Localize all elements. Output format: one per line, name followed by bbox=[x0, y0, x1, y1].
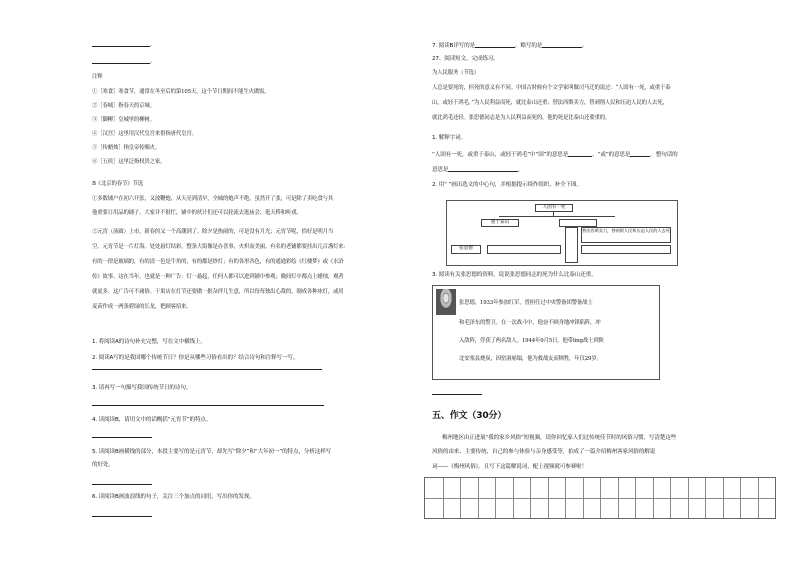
note-item: ①［寒食］寒食节，通常在冬至后的第105天，这个节日期间不能生火做饭。 bbox=[92, 89, 270, 95]
note-item: ③［御柳］皇城里的柳树。 bbox=[92, 117, 155, 123]
diagram-mid-box bbox=[559, 219, 597, 227]
diagram-bottom-left-box: 张思德 bbox=[451, 245, 481, 254]
question-5-cont: 的好处。 bbox=[92, 462, 114, 468]
reading-b-line: 传》故事。这在当年，也就是一种广告：灯一悬起，任何人都可以进到铺中参观；晚间灯中都点上蜡烛，观者 bbox=[92, 274, 344, 280]
diagram-top-box: 人固有一死 bbox=[535, 204, 573, 212]
essay-writing-grid[interactable] bbox=[424, 477, 776, 519]
grid-row-divider bbox=[425, 498, 775, 499]
essay-prompt-line: 风俗的由来、主要传统、自己的参与体验与亲身感受等，拍成了一篇介绍梅州客家风俗的解说 bbox=[432, 449, 656, 455]
question-4: 4. 读阅读B，请用文中的话概括“元宵节”的特点。 bbox=[92, 417, 212, 423]
article-line: 就比鸿毛还轻。张思德同志是为人民利益而死的，他的死是比泰山还要重的。 bbox=[432, 115, 611, 121]
reading-b-line: 空。元宵节是一片灯海。处处悬灯结彩，整条大街像是办喜事，火炽而美丽。有名的老铺都要挂出几百盏灯来： bbox=[92, 244, 349, 250]
reading-b-line: ①多数铺户在初六开张，又放鞭炮，从天亮到清早，全城的炮声不绝。虽然开了张，可是除了卖吃食与其 bbox=[92, 196, 334, 202]
diagram-bottom-mid-box bbox=[487, 245, 561, 254]
answer-line bbox=[432, 394, 482, 395]
reading-b-line: ②元宵（汤圆）上市，新春的又一个高潮到了。除夕是热闹的，可是没有月光；元宵节呢，恰好是明月当 bbox=[92, 229, 334, 235]
diagram-center-box: 替法西斯卖力，替剥削人民和压迫人民的人去死 bbox=[581, 227, 671, 243]
note-item: ⑥［五侯］这里泛指权贵之家。 bbox=[92, 159, 166, 165]
note-item: ②［春城］指春天的京城。 bbox=[92, 103, 155, 109]
sub-question-2: 2. 用“ ”画出选文的中心句，并根据提示续作组织，补全下图。 bbox=[432, 182, 582, 188]
sub-question-1-line2: 意思是 。 bbox=[432, 167, 524, 173]
article-line: 人总是要死的，但死的意义有不同。中国古时候有个文学家叫做司马迁的说过：“人固有一死，或重于泰 bbox=[432, 85, 671, 91]
note-item: ④［汉宫］这里用汉代皇宫来借指唐代皇宫。 bbox=[92, 131, 197, 137]
essay-prompt-line: 词——《梅州风俗》。且写下这篇解说词，配上视频就可参赛啦！ bbox=[432, 464, 588, 470]
structure-diagram bbox=[446, 200, 678, 266]
article-title: 为人民服务（节选） bbox=[432, 70, 480, 76]
reading-b-line: 就更多。这广告可不庸俗。干果店在灯节还要做一批杂拌儿生意，所以每每独出心裁的，制成各种冰灯，或用 bbox=[92, 289, 344, 295]
question-1: 1. 将阅读A的诗句补充完整，写在文中横线上。 bbox=[92, 339, 206, 345]
notes-title: 注释 bbox=[92, 74, 103, 80]
answer-line bbox=[92, 484, 152, 485]
sub-question-1: 1. 解释字词。 bbox=[432, 135, 466, 141]
note-item: ⑤［传蜡烛］指皇帝传赐火。 bbox=[92, 145, 161, 151]
answer-line bbox=[92, 405, 324, 406]
question-6: 6. 读阅读B画波浪线的句子，关注三个加点的词语，写出你的发现。 bbox=[92, 494, 255, 500]
diagram-bottom-right-box bbox=[581, 245, 671, 254]
diagram-connector bbox=[499, 216, 615, 217]
bio-line: 入敌阵，俘获了两名敌人。1944年9月5日，他带ling战士到陕 bbox=[459, 338, 604, 344]
essay-prompt-line: 梅州地区由正进展“我的家乡风俗”短视频，请你回忆家人们过传统佳节时的风俗习惯，写清楚这些 bbox=[442, 435, 677, 441]
question-5: 5. 读阅读B画横线的部分，本段主要写的是元宵节，却先写“除夕”和“大年初一”的特点，分析这样写 bbox=[92, 449, 332, 455]
question-3: 3. 请再写一句描写我国传统节日的诗句。 bbox=[92, 385, 192, 391]
biography-box bbox=[432, 285, 660, 380]
diagram-vertical-box bbox=[565, 227, 578, 263]
answer-line bbox=[92, 369, 322, 370]
answer-line bbox=[92, 516, 152, 517]
sub-question-3: 3. 阅读有关张思德的资料，说说张思德同志的死为什么比泰山还重。 bbox=[432, 272, 597, 278]
answer-line-2: 。 bbox=[92, 57, 155, 66]
sub-question-1-line1: “人固有一死，或重于泰山，或轻于鸿毛”中“固”的意思是 ，“或”的意思是 。整句话的 bbox=[432, 152, 678, 158]
reading-b-line: 麦苗作成一两条碧绿的长龙，把顾客招来。 bbox=[92, 304, 192, 310]
answer-line-1: 。 bbox=[92, 40, 155, 49]
diagram-left-box: 重于泰山 bbox=[481, 219, 519, 227]
reading-b-line: 他重要日用品的铺子，大家并不很忙，铺中的伙计们还可以轮流去逛庙会、逛天桥和听戏。 bbox=[92, 210, 302, 216]
section-title-composition: 五、作文（30分） bbox=[432, 411, 507, 421]
question-7: 7. 阅读B详写的是 ，略写的是 。 bbox=[432, 43, 588, 49]
portrait-photo bbox=[436, 289, 456, 315]
reading-b-title: B《北京的春节》节选 bbox=[92, 181, 143, 187]
bio-line: 北安塞县烧炭，因窑洞崩塌，他为救战友而牺牲，年仅29岁。 bbox=[459, 356, 602, 362]
reading-b-line: 有的一律是玻璃的，有的清一色是牛角的，有的都是纱灯；有的各形各色，有的通通彩绘《红楼梦》或《水浒 bbox=[92, 259, 344, 265]
answer-line bbox=[92, 437, 152, 438]
bio-line: 张思德，1933年参加红军，曾担任过中央警备团警备战士 bbox=[459, 300, 593, 306]
question-27: 27、阅读短文，完成练习。 bbox=[432, 56, 499, 62]
article-line: 山，或轻于鸿毛。”为人民利益而死，就比泰山还重；替法西斯卖力，替剥削人民和压迫人民的人去死， bbox=[432, 100, 668, 106]
bio-line: 和毛泽东的警卫。在一次战斗中，他奋不顾身地冲锋陷阵，冲 bbox=[459, 320, 601, 326]
question-2: 2. 阅读A写的是我国哪个传统节日？你是从哪些习俗看出的？结合诗句和注释写一写。 bbox=[92, 355, 299, 361]
